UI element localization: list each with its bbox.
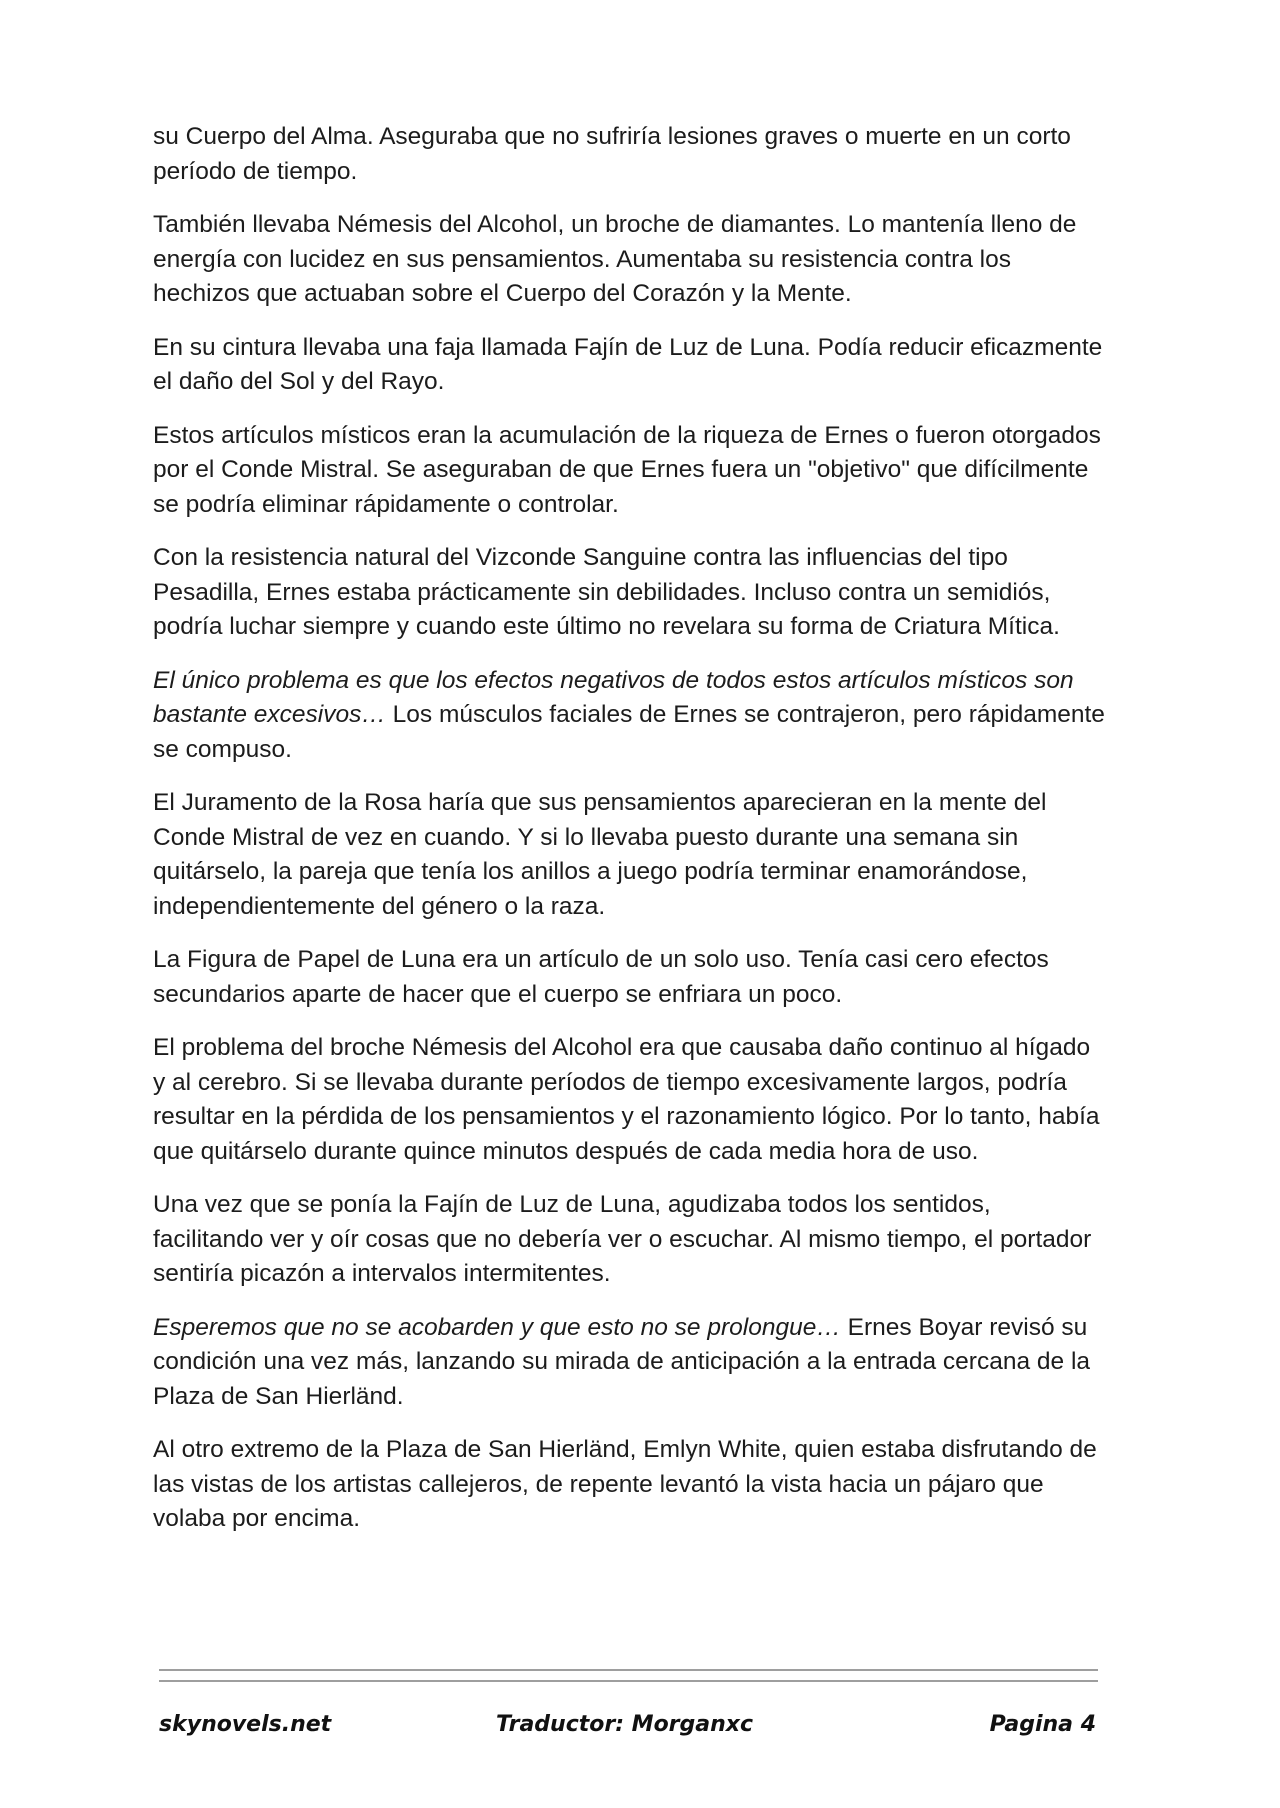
paragraph bbox=[153, 1031, 1105, 1169]
paragraph bbox=[153, 331, 1105, 400]
italic-text: El único problema es que los efectos negativos de todos estos artículos místicos son bastante excesivos… bbox=[153, 666, 1074, 728]
italic-text: Esperemos que no se acobarden y que esto no se prolongue… bbox=[153, 1313, 841, 1341]
text-run: También llevaba Némesis del Alcohol, un broche de diamantes. Lo mantenía lleno de energía con lucidez en sus pensamientos. Aumentaba su resistencia contra los hechizos que actuaban sobre el Cuerpo del Corazón y la Mente. bbox=[153, 211, 1077, 307]
footer-rule-top bbox=[159, 1669, 1098, 1671]
paragraph bbox=[153, 419, 1105, 523]
text-run: La Figura de Papel de Luna era un artículo de un solo uso. Tenía casi cero efectos secundarios aparte de hacer que el cuerpo se enfriara un poco. bbox=[153, 946, 1049, 1008]
paragraph bbox=[153, 786, 1105, 924]
text-run: Estos artículos místicos eran la acumulación de la riqueza de Ernes o fueron otorgados por el Conde Mistral. Se aseguraban de que Ernes fuera un "objetivo" que difícilmente se podría eliminar rápidamente o controlar. bbox=[153, 421, 1101, 518]
text-run: El Juramento de la Rosa haría que sus pensamientos aparecieran en la mente del Conde Mistral de vez en cuando. Y si lo llevaba puesto durante una semana sin quitárselo, la pareja que tenía los anillos a juego podría terminar enamorándose, independientemente del género o la raza. bbox=[153, 789, 1047, 920]
footer-rule-bottom bbox=[159, 1680, 1098, 1682]
footer-translator: Traductor: Morganxc bbox=[496, 1712, 754, 1737]
paragraph bbox=[153, 208, 1105, 312]
body-text bbox=[153, 120, 1105, 1556]
footer-site: skynovels.net bbox=[159, 1712, 332, 1737]
paragraph bbox=[153, 664, 1105, 768]
paragraph bbox=[153, 1311, 1105, 1415]
paragraph bbox=[153, 1433, 1105, 1537]
paragraph bbox=[153, 1188, 1105, 1292]
paragraph bbox=[153, 943, 1105, 1012]
text-run: En su cintura llevaba una faja llamada Fajín de Luz de Luna. Podía reducir eficazmente el daño del Sol y del Rayo. bbox=[153, 333, 1103, 395]
text-run: su Cuerpo del Alma. Aseguraba que no sufriría lesiones graves o muerte en un corto período de tiempo. bbox=[153, 123, 1071, 185]
text-run: Los músculos faciales de Ernes se contrajeron, pero rápidamente se compuso. bbox=[153, 701, 1105, 763]
paragraph bbox=[153, 120, 1105, 189]
text-run: Ernes Boyar revisó su condición una vez más, lanzando su mirada de anticipación a la entrada cercana de la Plaza de San Hierländ. bbox=[153, 1313, 1091, 1410]
text-run: Al otro extremo de la Plaza de San Hierländ, Emlyn White, quien estaba disfrutando de las vistas de los artistas callejeros, de repente levantó la vista hacia un pájaro que volaba por encima. bbox=[153, 1436, 1097, 1532]
text-run: Con la resistencia natural del Vizconde Sanguine contra las influencias del tipo Pesadilla, Ernes estaba prácticamente sin debilidades. Incluso contra un semidiós, podría luchar siempre y cuando este último no revelara su forma de Criatura Mítica. bbox=[153, 544, 1060, 640]
paragraph bbox=[153, 541, 1105, 645]
footer-page-number: Pagina 4 bbox=[989, 1712, 1096, 1737]
text-run: El problema del broche Némesis del Alcohol era que causaba daño continuo al hígado y al cerebro. Si se llevaba durante períodos de tiempo excesivamente largos, podría resultar en la pérdida de los pensamientos y el razonamiento lógico. Por lo tanto, había que quitárselo durante quince minutos después de cada media hora de uso. bbox=[153, 1034, 1100, 1165]
text-run: Una vez que se ponía la Fajín de Luz de Luna, agudizaba todos los sentidos, facilitando ver y oír cosas que no debería ver o escuchar. Al mismo tiempo, el portador sentiría picazón a intervalos intermitentes. bbox=[153, 1191, 1092, 1287]
